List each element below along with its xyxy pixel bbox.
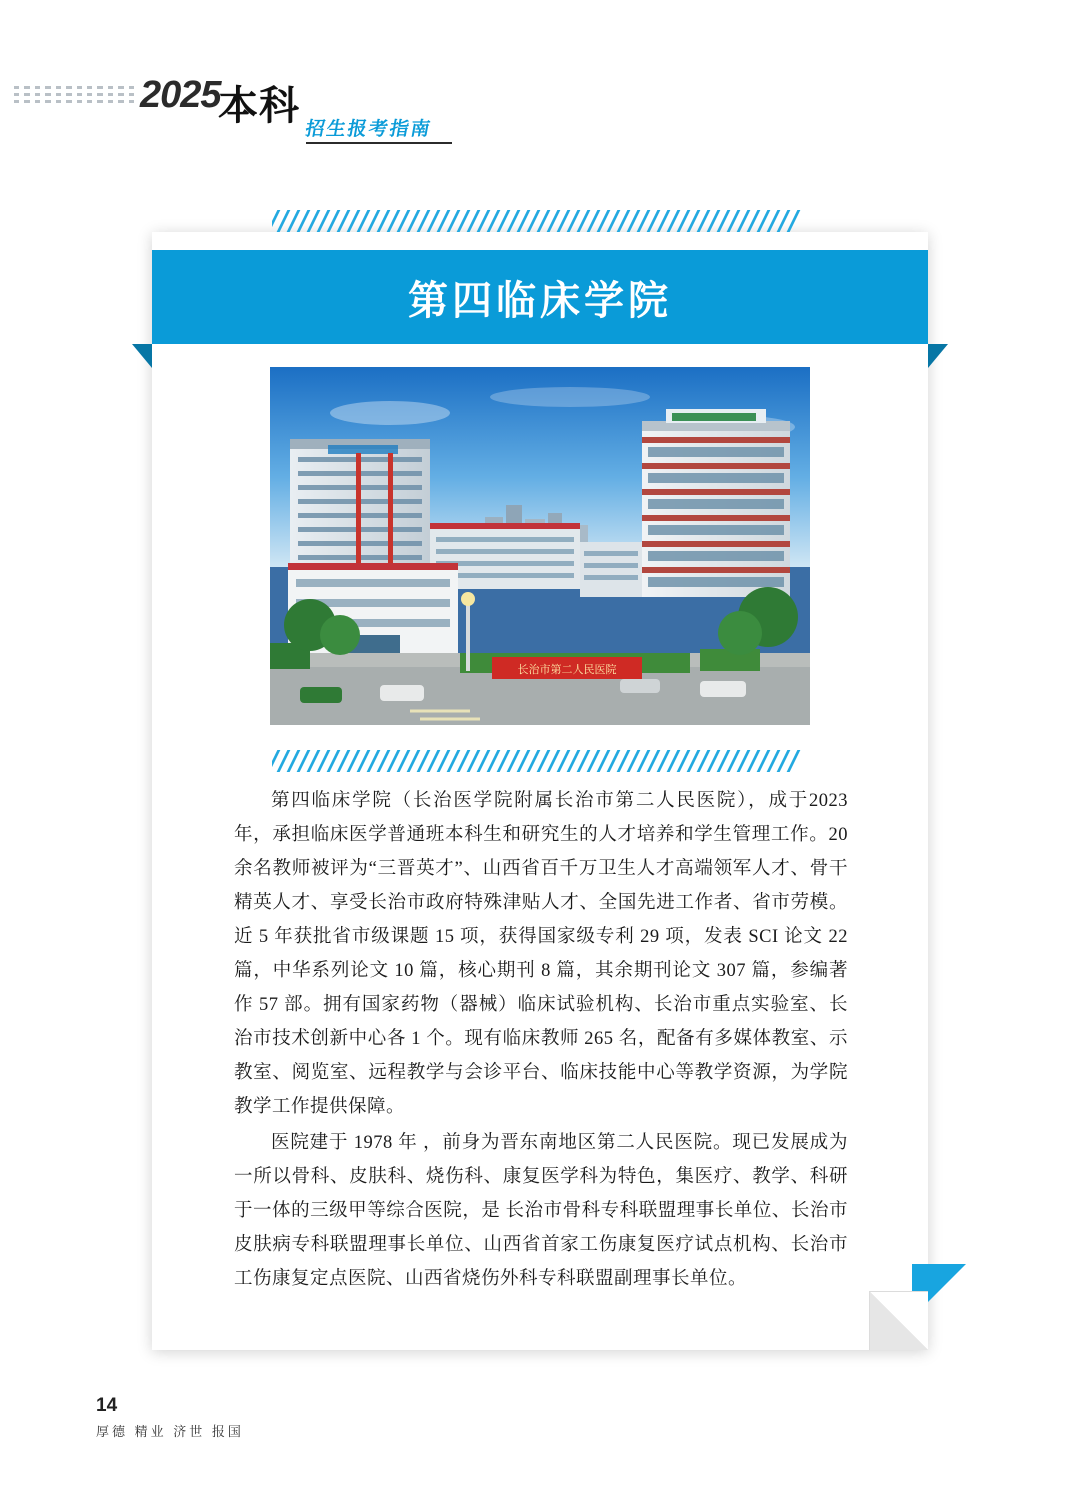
svg-text:长治市第二人民医院: 长治市第二人民医院 xyxy=(517,663,617,676)
header-rule xyxy=(306,142,452,144)
header-year: 2025 xyxy=(140,74,221,116)
paragraph-1: 第四临床学院（长治医学院附属长治市第二人民医院），成于2023年，承担临床医学普通班本科生和研究生的人才培养和学生管理工作。20 余名教师被评为“三晋英才”、山西省百千万卫生人才高端领军人才、骨干精英人才、享受长治市政府特殊津贴人才、全国先进工作者、省市劳模。近 5 年获批省市级课题 15 项，获得国家级专利 29 项，发表 SCI 论文 22 篇，中华系列论文 10 篇，核心期刊 8 篇，其余期刊论文 307 篇，参编著作 57 部。拥有国家药物（器械）临床试验机构、长治市重点实验室、长治市技术创新中心各 1 个。现有临床教师 265 名，配备有多媒体教室、示教室、阅览室、远程教学与会诊平台、临床技能中心等教学资源，为学院教学工作提供保障。 xyxy=(234,791,848,1117)
hatch-decoration-middle xyxy=(272,750,802,772)
page-number: 14 xyxy=(96,1395,118,1416)
section-title-banner xyxy=(152,250,928,344)
content-card xyxy=(152,232,928,1350)
page-curl xyxy=(869,1291,928,1350)
footer-motto: 厚德 精业 济世 报国 xyxy=(96,1424,244,1439)
hospital-photo xyxy=(270,367,810,725)
decorative-dots xyxy=(14,86,134,108)
page-title: 第四临床学院 xyxy=(408,277,672,323)
paragraph-2: 医院建于 1978 年 ，前身为晋东南地区第二人民医院。现已发展成为一所以骨科、皮肤科、烧伤科、康复医学科为特色，集医疗、教学、科研于一体的三级甲等综合医院，是 长治市骨科专科联盟理事长单位、长治市皮肤病专科联盟理事长单位、山西省首家工伤康复医疗试点机构、长治市工伤康复定点医院、山西省烧伤外科专科联盟副理事长单位。 xyxy=(234,1133,848,1289)
banner-tail-left xyxy=(132,344,152,368)
article-body xyxy=(234,784,848,1298)
page-footer xyxy=(96,1395,244,1440)
header-main-title: 本科 xyxy=(218,84,300,128)
page-header xyxy=(0,52,1080,140)
banner-tail-right xyxy=(928,344,948,368)
hatch-decoration-top xyxy=(272,210,802,232)
header-sub-title: 招生报考指南 xyxy=(303,119,434,140)
